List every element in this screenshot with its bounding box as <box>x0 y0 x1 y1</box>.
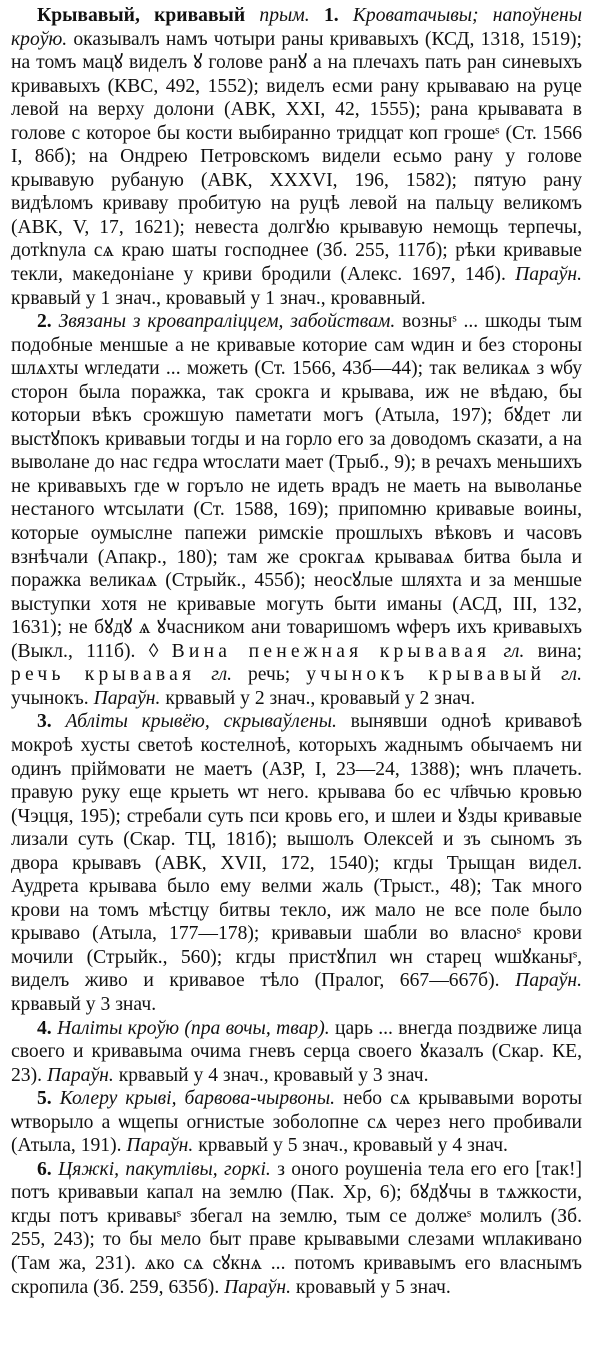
sense-number: 3. <box>37 711 52 733</box>
sense-gloss: Абліты крывёю, скрываўлены. <box>65 711 337 733</box>
sense-6 <box>11 1158 582 1299</box>
sense-number: 5. <box>37 1088 52 1110</box>
phrase-3-see: гл. <box>561 664 582 686</box>
sense-gloss: Кроватачывы; напоўнены кроўю. <box>11 5 583 50</box>
cross-ref: крвавый у 1 знач., кровавый у 1 знач., кровавный. <box>11 287 426 309</box>
cross-ref: крвавый у 3 знач. <box>11 993 157 1015</box>
headword: Крывавый, кривавый <box>37 5 246 26</box>
phrase-2-see: гл. <box>211 664 233 686</box>
sense-examples: вынявши одноѣ кривавоѣ мокроѣ хусты светоѣ костелноѣ, которыхъ жаднымъ обычаемъ ни одинъ пріймовати не маетъ (АЗР, I, 23—24, 1388); ѡнъ плачеть. правую руку еще крыеть ѡт него. крывава бо ес чл҃вчью кровью (Чэцця, 195); стребали суть пси кровь его, и шлеи и ꙋзды кривавые лизали суть (Скар. ТЦ, 181б); вышолъ Олексей и зъ сыномъ зъ двора крывавъ (АВК, XVII, 172, 1540); кгды Трыщан видел. Аудрета крывава было ему велми жаль (Трыст., 48); Так много крови на томъ мѣстцу битвы текло, иж мало не все поле было крываво (Атыла, 177—178); кривавыи шабли во власноˢ крови мочили (Стрыйк., 560); кгды пристꙋпил ѡн старец ѡшꙋканыˢ, виделъ живо и кривавое тѣло (Пралог, 667—667б). <box>11 711 582 992</box>
sense-2 <box>11 310 582 710</box>
cross-ref-label: Параўн. <box>93 687 161 709</box>
phrase-1-ref: вина; <box>537 640 583 662</box>
sense-3 <box>11 710 582 1016</box>
sense-examples: з оного роушеніа тела его его [так!] потъ кривавыи капал на землю (Пак. Хр, 6); бꙋдꙋчы в тѧжкости, кгды потъ кривавыˢ збегал на землю, тым се должеˢ молилъ (Зб. 255, 243); то бы мело быт праве крывавыми слезами ѡплакивано (Там жа, 231). ѧко сѧ сꙋкнѧ ... потомъ кривавымъ его власнымъ скропила (Зб. 259, 635б). <box>11 1158 582 1298</box>
phrase-1: Вина пенежная крывавая <box>171 640 491 662</box>
cross-ref: кровавый у 5 знач. <box>295 1276 451 1298</box>
cross-ref-label: Параўн. <box>224 1276 291 1298</box>
sense-gloss: Звязаны з кровапраліццем, забойствам. <box>58 311 396 333</box>
sense-examples: небо сѧ крывавыми вороты ѡтворыло а ѡщепы огнистые зоболопне сѧ через него пробивали (Атыла, 191). <box>11 1088 582 1157</box>
sense-4 <box>11 1017 582 1088</box>
cross-ref: крвавый у 4 знач., кровавый у 3 знач. <box>118 1064 429 1086</box>
cross-ref: крвавый у 5 знач., кровавый у 4 знач. <box>198 1135 508 1157</box>
grammar-label: прым. <box>259 5 310 26</box>
phrase-2-ref: речь; <box>248 664 291 686</box>
sense-gloss: Цяжкі, пакутлівы, горкі. <box>58 1158 271 1180</box>
cross-ref: крвавый у 2 знач., кровавый у 2 знач. <box>165 687 476 709</box>
phrase-2: речь крывавая <box>11 664 196 686</box>
phrase-marker: ◊ <box>148 640 159 662</box>
sense-number: 2. <box>37 311 52 333</box>
phrase-1-see: гл. <box>503 640 525 662</box>
cross-ref-label: Параўн. <box>126 1135 194 1157</box>
cross-ref-label: Параўн. <box>46 1064 114 1086</box>
sense-gloss: Колеру крыві, барвова-чырвоны. <box>59 1088 336 1110</box>
sense-examples: возныˢ ... шкоды тым подобные меншые а не кривавые которие сам ѡдин и без стороны шлѧхты ѡгледати ... можеть (Ст. 1566, 43б—44); так великаѧ з ѡбу сторон была поражка, так срокга и крывава, иж не вѣдаю, бы которыи вѣкъ срожшую паметати могъ (Атыла, 197); бꙋдет ли выстꙋпокъ кривавыи тогды и на горло его за доводомъ сказати, а на выволане до нас гєдра ѡтослати мает (Трыб., 9); в речахъ меньшихъ не кривавыхъ где ѡ горъло не идеть врадъ не маеть на выволанье нестаного ѡтсылати (Ст. 1588, 169); припомню кривавые воины, которые оумыслне папежи римскіе прошлыхъ вѣковъ и часовъ взнѣчали (Апакр., 180); там же срокгаѧ крываваѧ битва была и поражка великаѧ (Стрыйк., 455б); неосꙋлые шляхта и за меншые выступки хотя не кривавые могуть быти иманы (АСД, III, 132, 1631); не бꙋдꙋ ѧ ꙋчасником ани товаришомъ ѡферъ ихъ кривавыхъ (Выкл., 111б). <box>11 311 582 662</box>
sense-1 <box>11 4 582 310</box>
cross-ref-label: Параўн. <box>515 264 582 286</box>
sense-examples: оказывалъ намъ чотыри раны кривавыхъ (КСД, 1318, 1519); на томъ мацꙋ виделъ ꙋ голове ранꙋ а на плечахъ пать ран синевыхъ кривавыхъ (КВС, 492, 1552); виделъ есми рану крываваю на руце левой на верху долони (АВК, XXI, 42, 1555); рана крывавата в голове с которое бы кости выбиранно тридцат коп грошеˢ (Ст. 1566 I, 86б); на Ондрею Петровскомъ видели есьмо рану у голове крывавую рубаную (АВК, XXXVI, 196, 1582); пятую рану видѣломъ криваву пробитую на руцѣ левой на пальцу великомъ (АВК, V, 17, 1621); невеста долгꙋю крывавую немощь терпечы, дотknула сѧ краю шаты господнее (Зб. 255, 117б); рѣки кривавые текли, македоніане у криви бродили (Алекс. 1697, 14б). <box>11 28 582 286</box>
phrase-3-ref: учынокъ. <box>11 687 89 709</box>
cross-ref-label: Параўн. <box>515 970 582 992</box>
sense-examples: царь ... внегда поздвиже лица своего и кривавыма очима гневъ серца своего ꙋказалъ (Скар. КЕ, 23). <box>11 1017 582 1086</box>
sense-number: 1. <box>323 5 339 26</box>
dictionary-entry <box>11 4 582 1299</box>
sense-number: 6. <box>37 1158 52 1180</box>
phrase-3: учынокъ крывавый <box>306 664 546 686</box>
sense-number: 4. <box>37 1017 52 1039</box>
sense-gloss: Наліты кроўю (пра вочы, твар). <box>57 1017 330 1039</box>
sense-5 <box>11 1087 582 1158</box>
